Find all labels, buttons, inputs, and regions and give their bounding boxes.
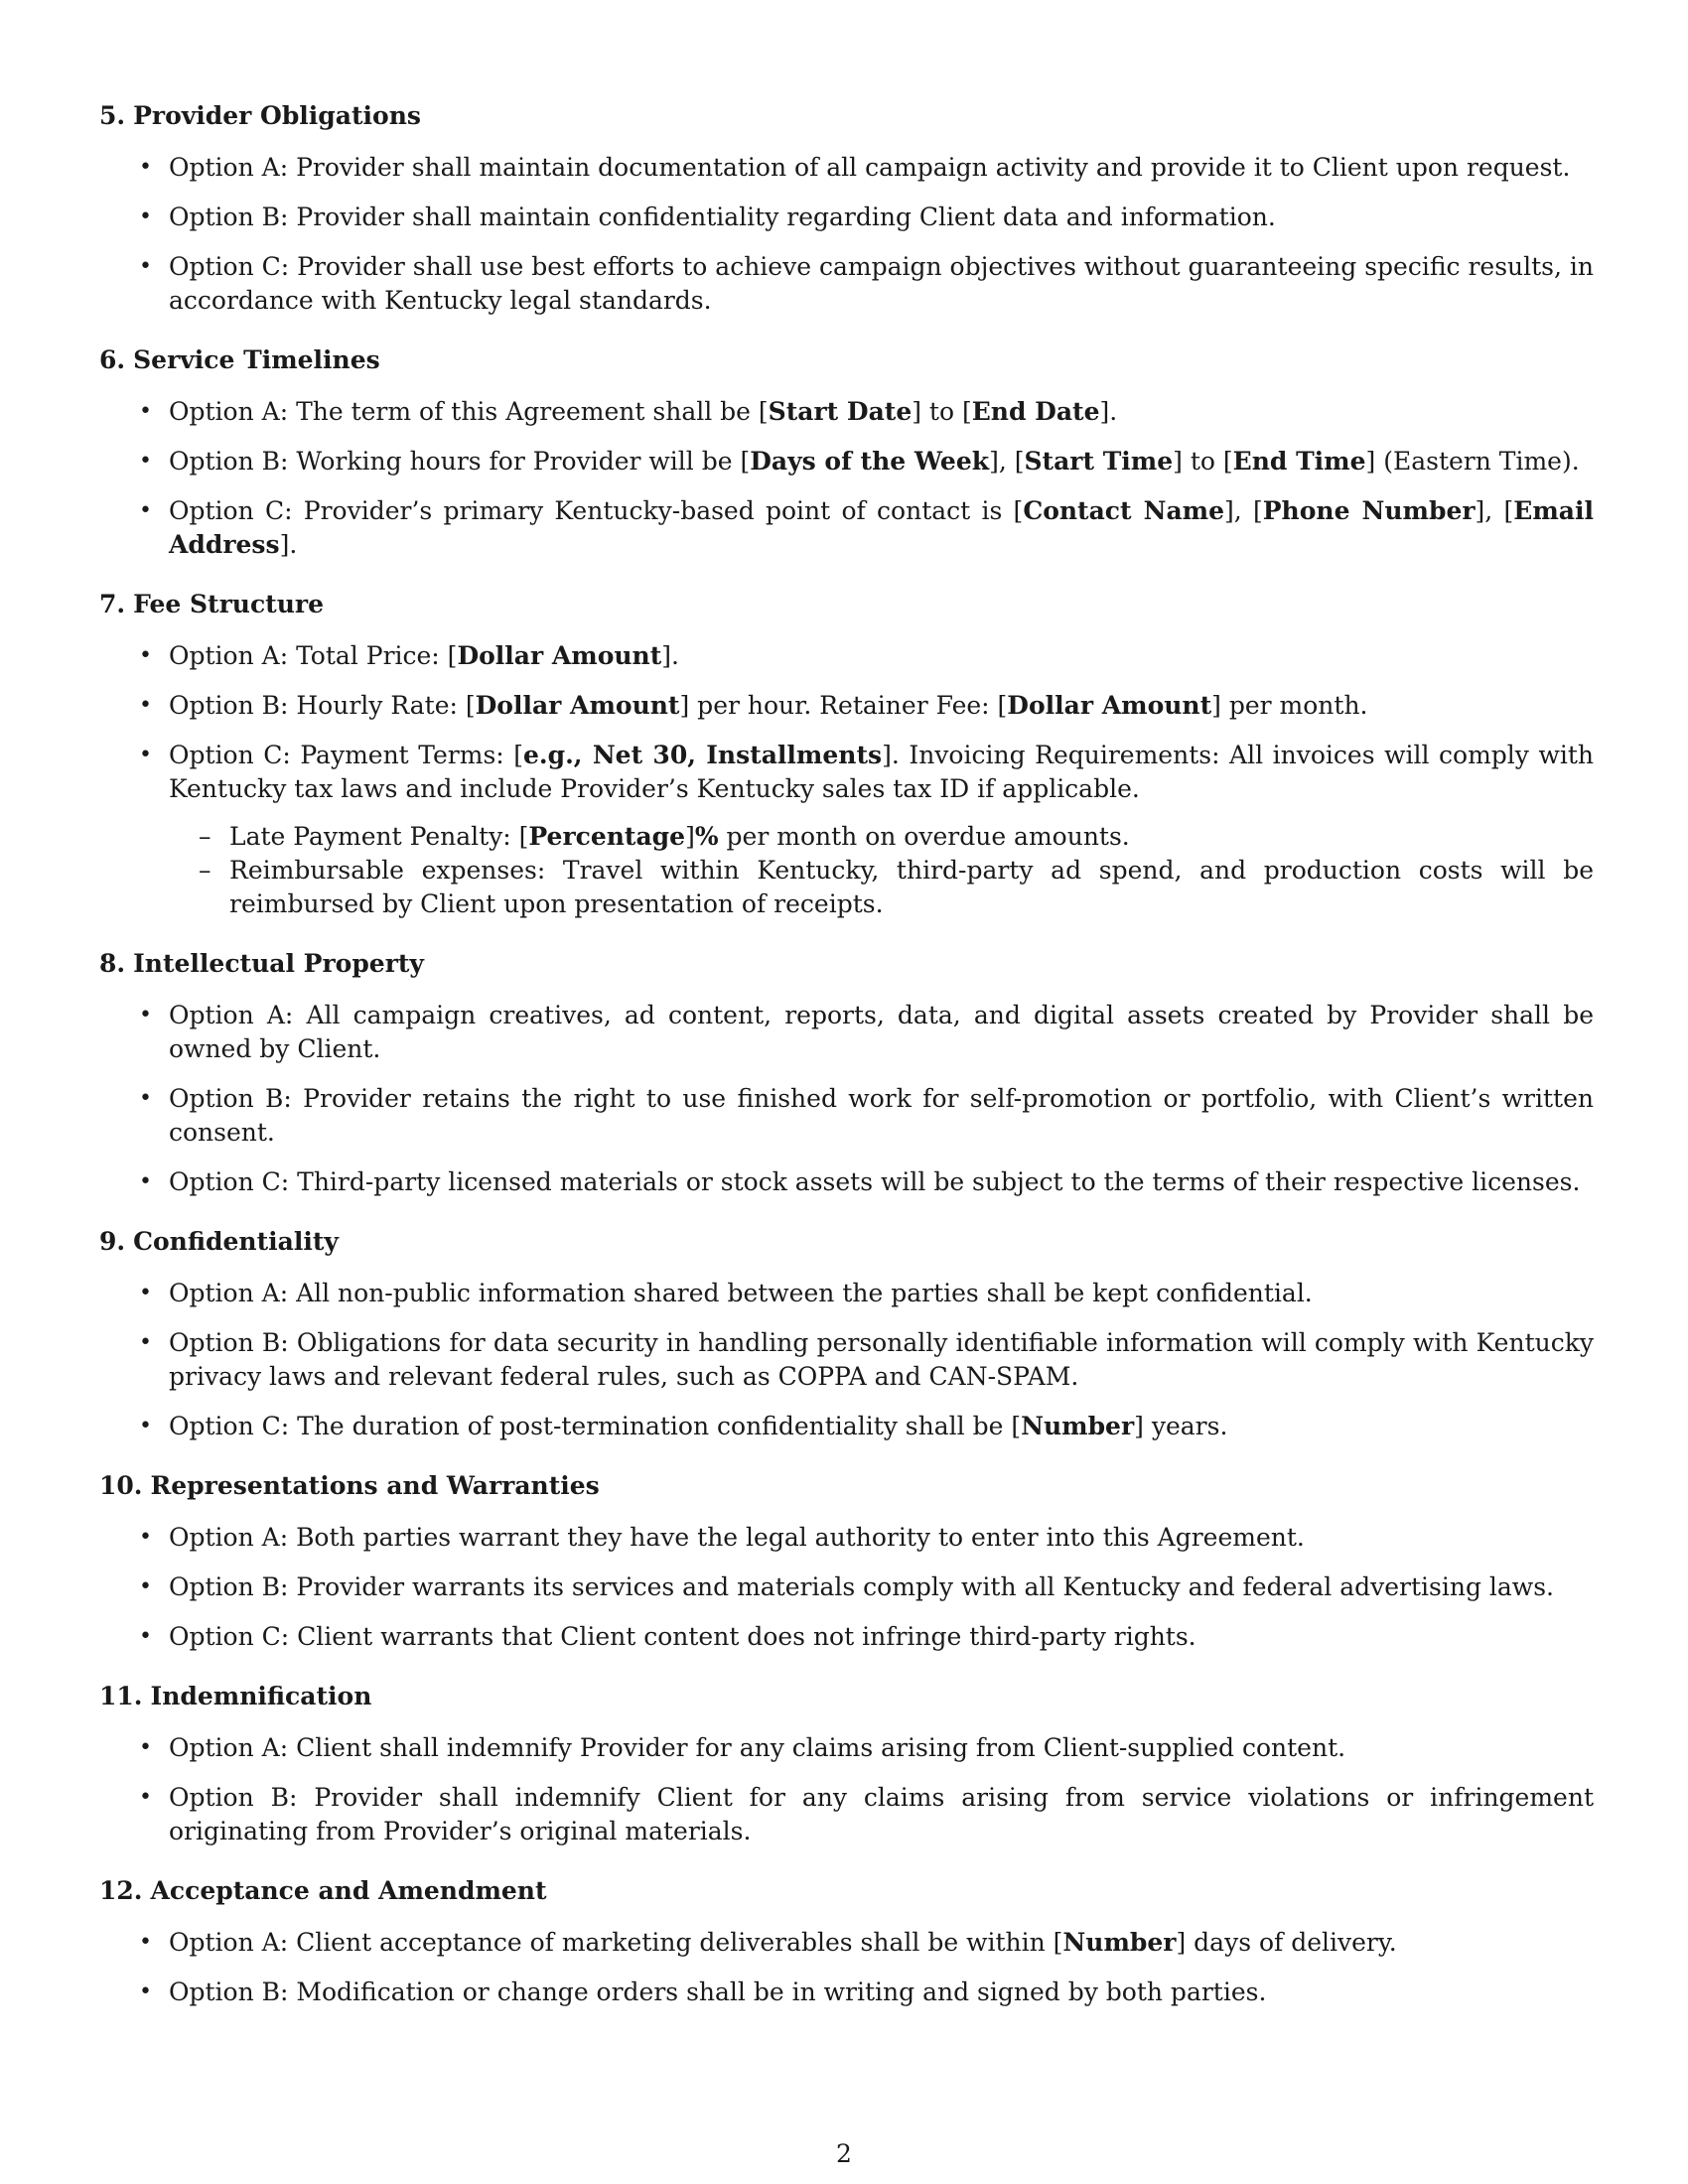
section-title: Intellectual Property xyxy=(133,949,424,978)
placeholder-field: Start Time xyxy=(1024,447,1174,476)
sub-option-item xyxy=(169,854,1594,921)
section-number: 6. xyxy=(99,345,126,374)
text-run: Option A: The term of this Agreement shall be [ xyxy=(169,397,769,426)
text-run: Option B: Hourly Rate: [ xyxy=(169,691,476,720)
bullet-icon: • xyxy=(139,1414,152,1438)
text-run: ] days of delivery. xyxy=(1176,1928,1397,1957)
section-acceptance-and-amendment xyxy=(99,1874,1594,2009)
option-item xyxy=(99,1165,1594,1199)
text-run: Option C: Payment Terms: [ xyxy=(169,741,524,769)
placeholder-field: Percentage xyxy=(528,822,686,851)
text-run: ] years. xyxy=(1134,1412,1228,1440)
text-run: Option B: Modification or change orders shall be in writing and signed by both parties. xyxy=(169,1978,1267,2006)
text-run: Option B: Provider warrants its services and materials comply with all Kentucky and federal advertising laws. xyxy=(169,1572,1554,1601)
option-item xyxy=(99,1082,1594,1150)
text-run: ] to [ xyxy=(1173,447,1233,476)
placeholder-field: e.g., Net 30, Installments xyxy=(523,741,883,769)
text-run: Option B: Working hours for Provider will be [ xyxy=(169,447,751,476)
text-run: ]. xyxy=(1099,397,1118,426)
section-title: Representations and Warranties xyxy=(150,1471,600,1500)
placeholder-field: Number xyxy=(1062,1928,1177,1957)
text-run: Option C: Provider shall use best efforts to achieve campaign objectives without guaranteeing specific results, in accordance with Kentucky legal standards. xyxy=(169,252,1594,315)
placeholder-field: Dollar Amount xyxy=(1007,691,1212,720)
dash-icon: – xyxy=(199,822,211,851)
section-service-timelines xyxy=(99,343,1594,562)
option-item xyxy=(99,201,1594,234)
section-title: Confidentiality xyxy=(133,1227,339,1256)
option-item xyxy=(99,1781,1594,1848)
section-indemnification xyxy=(99,1680,1594,1848)
placeholder-field: Phone Number xyxy=(1262,496,1476,525)
bullet-icon: • xyxy=(139,1930,152,1955)
bullet-icon: • xyxy=(139,1785,152,1810)
option-list xyxy=(99,151,1594,318)
option-list xyxy=(99,1731,1594,1848)
text-run: Option C: Third-party licensed materials or stock assets will be subject to the terms of their respective licenses. xyxy=(169,1167,1581,1196)
option-item xyxy=(99,1620,1594,1654)
section-number: 11. xyxy=(99,1682,143,1710)
placeholder-field: Dollar Amount xyxy=(475,691,680,720)
section-heading xyxy=(99,1874,1594,1908)
option-item xyxy=(99,151,1594,185)
section-title: Provider Obligations xyxy=(133,101,421,130)
section-title: Acceptance and Amendment xyxy=(150,1876,547,1905)
option-item xyxy=(99,1326,1594,1394)
option-item xyxy=(99,1731,1594,1765)
text-run: Option A: All non-public information shared between the parties shall be kept confidential. xyxy=(169,1279,1313,1307)
option-item xyxy=(99,1570,1594,1604)
bullet-icon: • xyxy=(139,1735,152,1760)
section-number: 8. xyxy=(99,949,126,978)
section-provider-obligations xyxy=(99,99,1594,318)
text-run: Option C: Client warrants that Client content does not infringe third-party rights. xyxy=(169,1622,1196,1651)
option-item xyxy=(99,999,1594,1066)
section-heading xyxy=(99,1225,1594,1259)
bullet-icon: • xyxy=(139,205,152,229)
bullet-icon: • xyxy=(139,1003,152,1027)
sub-option-list xyxy=(169,820,1594,921)
text-run: ]. xyxy=(661,641,679,670)
bullet-icon: • xyxy=(139,1169,152,1194)
text-run: Option C: Provider’s primary Kentucky-based point of contact is [ xyxy=(169,496,1024,525)
text-run: ], [ xyxy=(1224,496,1263,525)
option-item xyxy=(99,445,1594,478)
bullet-icon: • xyxy=(139,1624,152,1649)
section-heading xyxy=(99,947,1594,981)
bullet-icon: • xyxy=(139,693,152,718)
option-item xyxy=(99,1410,1594,1443)
bullet-icon: • xyxy=(139,1086,152,1111)
option-item xyxy=(99,395,1594,429)
option-item xyxy=(99,689,1594,723)
section-title: Indemnification xyxy=(150,1682,372,1710)
text-run: ]. Invoicing Requirements: All invoices will comply with Kentucky tax laws and include Provider’s Kentucky sales tax ID if applicable. xyxy=(169,741,1594,803)
option-list xyxy=(99,999,1594,1199)
section-intellectual-property xyxy=(99,947,1594,1199)
text-run: Reimbursable expenses: Travel within Kentucky, third-party ad spend, and production costs will be reimbursed by Client upon presentation of receipts. xyxy=(229,856,1594,918)
section-number: 10. xyxy=(99,1471,143,1500)
section-representations-and-warranties xyxy=(99,1469,1594,1654)
bullet-icon: • xyxy=(139,155,152,180)
section-heading xyxy=(99,343,1594,377)
bullet-icon: • xyxy=(139,399,152,424)
placeholder-field: Start Date xyxy=(768,397,913,426)
bullet-icon: • xyxy=(139,1330,152,1355)
option-item xyxy=(99,1521,1594,1555)
page-number: 2 xyxy=(836,2139,852,2168)
text-run: Option A: Both parties warrant they have the legal authority to enter into this Agreement. xyxy=(169,1523,1305,1552)
text-run: Option B: Provider retains the right to use finished work for self-promotion or portfolio, with Client’s written consent. xyxy=(169,1084,1594,1147)
placeholder-field: Dollar Amount xyxy=(457,641,662,670)
sub-option-item xyxy=(169,820,1594,854)
section-fee-structure xyxy=(99,588,1594,921)
placeholder-field: % xyxy=(694,822,719,851)
text-run: Option B: Obligations for data security in handling personally identifiable information will comply with Kentucky privacy laws and relevant federal rules, such as COPPA and CAN-SPAM. xyxy=(169,1328,1594,1391)
option-list xyxy=(99,1521,1594,1654)
placeholder-field: Email Address xyxy=(169,496,1594,559)
text-run: Option A: Provider shall maintain documentation of all campaign activity and provide it to Client upon request. xyxy=(169,153,1571,182)
text-run: Option C: The duration of post-termination confidentiality shall be [ xyxy=(169,1412,1022,1440)
bullet-icon: • xyxy=(139,449,152,474)
bullet-icon: • xyxy=(139,254,152,279)
section-heading xyxy=(99,1680,1594,1713)
option-list xyxy=(99,1277,1594,1443)
bullet-icon: • xyxy=(139,1281,152,1305)
text-run: Option A: Client shall indemnify Provider for any claims arising from Client-supplied content. xyxy=(169,1733,1346,1762)
bullet-icon: • xyxy=(139,1525,152,1550)
text-run: Late Payment Penalty: [ xyxy=(229,822,529,851)
section-heading xyxy=(99,588,1594,621)
document-page xyxy=(99,99,1594,2035)
section-title: Fee Structure xyxy=(133,590,324,618)
section-number: 12. xyxy=(99,1876,143,1905)
option-item xyxy=(99,1926,1594,1960)
option-item xyxy=(99,639,1594,673)
section-confidentiality xyxy=(99,1225,1594,1443)
option-item xyxy=(99,1277,1594,1310)
text-run: Option B: Provider shall indemnify Client for any claims arising from service violations or infringement originating from Provider’s original materials. xyxy=(169,1783,1594,1845)
text-run: ] per hour. Retainer Fee: [ xyxy=(679,691,1008,720)
section-heading xyxy=(99,99,1594,133)
bullet-icon: • xyxy=(139,1979,152,2004)
text-run: ]. xyxy=(279,530,298,559)
text-run: ], [ xyxy=(989,447,1025,476)
text-run: ] per month. xyxy=(1211,691,1368,720)
option-list xyxy=(99,395,1594,562)
bullet-icon: • xyxy=(139,643,152,668)
bullet-icon: • xyxy=(139,498,152,523)
placeholder-field: Number xyxy=(1021,1412,1135,1440)
option-item xyxy=(99,739,1594,921)
option-list xyxy=(99,1926,1594,2009)
text-run: Option A: Total Price: [ xyxy=(169,641,458,670)
text-run: ] to [ xyxy=(912,397,972,426)
option-list xyxy=(99,639,1594,921)
section-title: Service Timelines xyxy=(133,345,380,374)
text-run: ] xyxy=(685,822,695,851)
bullet-icon: • xyxy=(139,1574,152,1599)
text-run: Option B: Provider shall maintain confidentiality regarding Client data and information. xyxy=(169,203,1276,231)
section-heading xyxy=(99,1469,1594,1503)
section-number: 5. xyxy=(99,101,126,130)
section-number: 9. xyxy=(99,1227,126,1256)
placeholder-field: End Time xyxy=(1232,447,1366,476)
option-item xyxy=(99,494,1594,562)
section-number: 7. xyxy=(99,590,126,618)
placeholder-field: Contact Name xyxy=(1023,496,1225,525)
text-run: ] (Eastern Time). xyxy=(1365,447,1580,476)
text-run: per month on overdue amounts. xyxy=(718,822,1130,851)
text-run: Option A: All campaign creatives, ad content, reports, data, and digital assets created by Provider shall be owned by Client. xyxy=(169,1001,1594,1063)
option-item xyxy=(99,250,1594,318)
placeholder-field: End Date xyxy=(971,397,1100,426)
dash-icon: – xyxy=(199,856,211,885)
bullet-icon: • xyxy=(139,743,152,767)
option-item xyxy=(99,1976,1594,2009)
placeholder-field: Days of the Week xyxy=(750,447,990,476)
text-run: Option A: Client acceptance of marketing deliverables shall be within [ xyxy=(169,1928,1063,1957)
text-run: ], [ xyxy=(1475,496,1514,525)
